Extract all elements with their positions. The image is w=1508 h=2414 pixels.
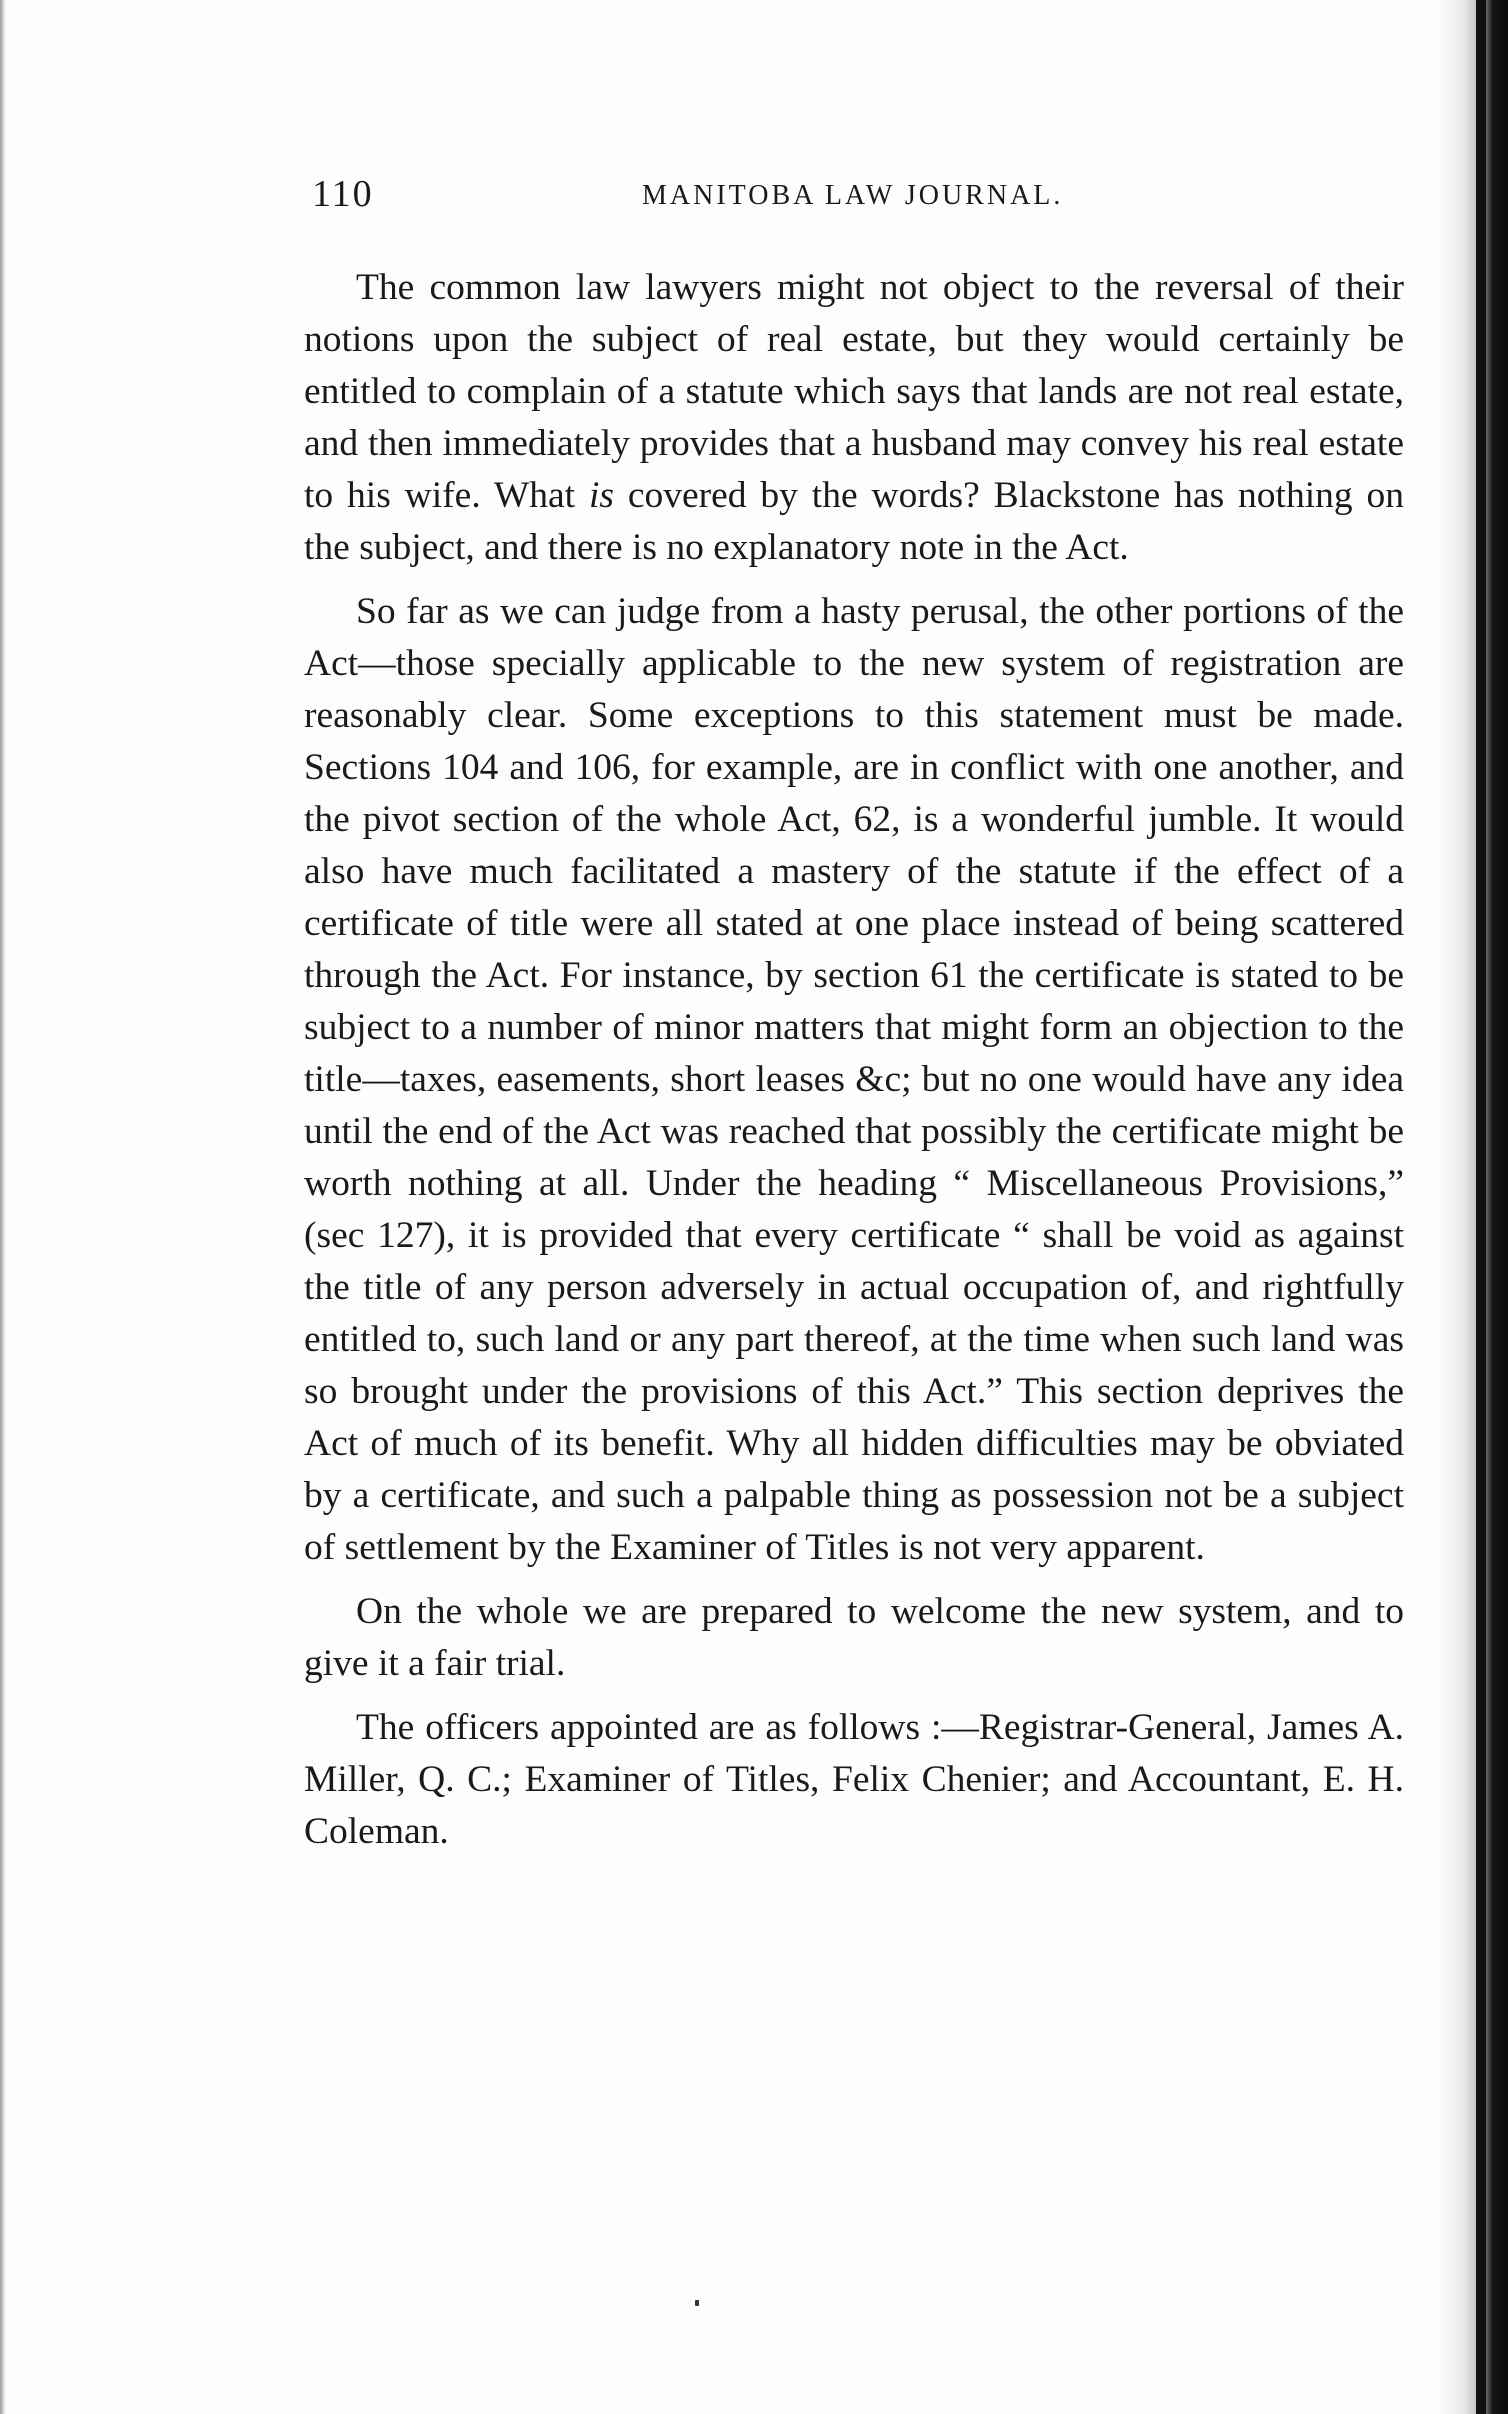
- paragraph-1-text-b: covered by the words? Blackstone has nothing on the subject, and there is no explanatory note in the Act.: [304, 475, 1405, 568]
- binding-shadow: [1438, 0, 1508, 2414]
- paragraph-1-emphasis: is: [588, 475, 614, 516]
- scan-left-edge: [0, 0, 6, 2414]
- running-title: MANITOBA LAW JOURNAL.: [642, 180, 1064, 211]
- page-number: 110: [312, 173, 374, 215]
- paragraph-3: On the whole we are prepared to welcome the new system, and to give it a fair trial.: [304, 1591, 1404, 1684]
- paragraph-1-text-a: The common law lawyers might not object to the reversal of their notions upon the subject of real estate, but they would certainly be entitled to complain of a statute which says that lands are not real estate, and then immediately provides that a husband may convey his real estate to his wife. What: [304, 267, 1404, 516]
- page-header: [312, 172, 1392, 232]
- paragraph-4: The officers appointed are as follows :—Registrar-General, James A. Miller, Q. C.; Examiner of Titles, Felix Chenier; and Accountant, E. H. Coleman.: [304, 1707, 1404, 1852]
- article-body: [304, 262, 1404, 1858]
- paragraph-2: So far as we can judge from a hasty perusal, the other portions of the Act—those specially applicable to the new system of registration are reasonably clear. Some exceptions to this statement must be made. Sections 104 and 106, for example, are in conflict with one another, and the pivot section of the whole Act, 62, is a wonderful jumble. It would also have much facilitated a mastery of the statute if the effect of a certificate of title were all stated at one place instead of being scattered through the Act. For instance, by section 61 the certificate is stated to be subject to a number of minor matters that might form an objection to the title—taxes, easements, short leases &c; but no one would have any idea until the end of the Act was reached that possibly the certificate might be worth nothing at all. Under the heading “ Miscellaneous Provisions,” (sec 127), it is provided that every certificate “ shall be void as against the title of any person adversely in actual occupation of, and rightfully entitled to, such land or any part thereof, at the time when such land was so brought under the provisions of this Act.” This section deprives the Act of much of its benefit. Why all hidden difficulties may be obviated by a certificate, and such a palpable thing as possession not be a subject of settlement by the Examiner of Titles is not very apparent.: [304, 591, 1404, 1568]
- binding-edge: [1476, 0, 1486, 2414]
- print-speck: [695, 2300, 699, 2306]
- paragraph-1: [304, 262, 1404, 574]
